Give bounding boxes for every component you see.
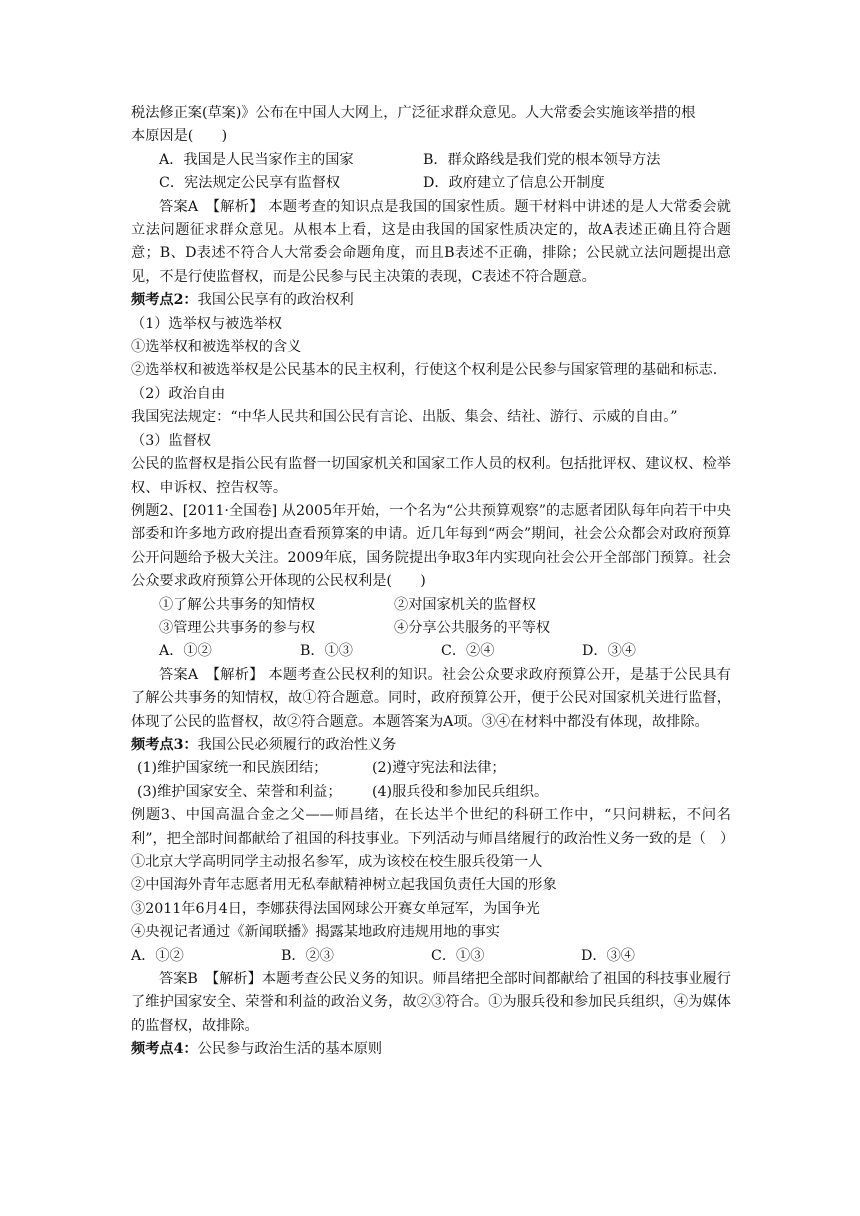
k2-s2a: 我国宪法规定：“中华人民共和国公民有言论、出版、集会、结社、游行、示威的自由。”: [131, 409, 678, 426]
q2-answer: 答案A 【解析】 本题考查公民权利的知识。社会公众要求政府预算公开，是基于公民具有了解公共事务的知情权，故①符合题意。同时，政府预算公开，便于公民对国家机关进行监督，体现了公民的监督权，故②符合题意。本题答案为A项。③④在材料中都没有体现，故排除。: [131, 666, 731, 730]
k2-s1b: ②选举权和被选举权是公民基本的民主权利，行使这个权利是公民参与国家管理的基础和标志.: [131, 362, 718, 379]
k2-heading-label: 频考点2：: [131, 292, 198, 309]
q2-items-row2: [131, 617, 731, 640]
q1-stem-line2: 本原因是( ): [131, 128, 228, 145]
k2-s3: （3）监督权: [131, 432, 211, 449]
k3-heading-text: 我国公民必须履行的政治性义务: [197, 736, 397, 753]
q2-item-4: ④分享公共服务的平等权: [394, 619, 551, 636]
k3-duty-4: (4)服兵役和参加民兵组织。: [372, 783, 549, 800]
k4-heading-label: 频考点4：: [131, 1041, 198, 1058]
q3-item-1: ①北京大学高明同学主动报名参军，成为该校在校生服兵役第一人: [131, 854, 543, 870]
document-body: [131, 102, 735, 1062]
q2-item-2: ②对国家机关的监督权: [394, 596, 536, 613]
q1-option-b: B．群众路线是我们党的根本领导方法: [423, 151, 661, 168]
k2-s1a: ①选举权和被选举权的含义: [131, 339, 302, 356]
k3-heading-label: 频考点3：: [131, 736, 198, 753]
q2-item-1: ①了解公共事务的知情权: [159, 596, 316, 613]
q3-item-4: ④央视记者通过《新闻联播》揭露某地政府违规用地的事实: [131, 924, 500, 941]
q3-option-b: B．②③: [281, 947, 334, 964]
q2-option-c: C．②④: [441, 643, 495, 660]
q1-option-d: D．政府建立了信息公开制度: [423, 175, 605, 192]
q3-options: [131, 945, 731, 968]
q2-option-a: A．①②: [159, 643, 212, 660]
q3-option-c: C．①③: [431, 947, 485, 964]
k3-duty-3: (3)维护国家安全、荣誉和利益；: [137, 783, 342, 800]
q1-option-c: C．宪法规定公民享有监督权: [159, 175, 341, 192]
q2-option-d: D．③④: [582, 643, 636, 660]
q2-option-b: B．①③: [300, 643, 353, 660]
k3-duty-1: (1)维护国家统一和民族团结；: [137, 760, 328, 777]
q1-options-row1: [131, 149, 731, 172]
k4-heading-text: 公民参与政治生活的基本原则: [197, 1041, 383, 1058]
q2-options: [131, 640, 731, 663]
k3-duties-row1: [131, 757, 731, 780]
k2-s2: （2）政治自由: [131, 385, 226, 402]
q3-option-d: D．③④: [581, 947, 635, 964]
q3-answer: 答案B 【解析】本题考查公民义务的知识。师昌绪把全部时间都献给了祖国的科技事业履行了维护国家安全、荣誉和利益的政治义务，故②③符合。①为服兵役和参加民兵组织，④为媒体的监督权，故排除。: [131, 971, 731, 1034]
q2-item-3: ③管理公共事务的参与权: [159, 619, 316, 636]
q1-option-a: A．我国是人民当家作主的国家: [159, 151, 354, 168]
q2-items-row1: [131, 594, 731, 617]
k2-s1: （1）选举权与被选举权: [131, 315, 282, 332]
k3-duties-row2: [131, 781, 731, 804]
q3-item-2: ②中国海外青年志愿者用无私奉献精神树立起我国负责任大国的形象: [131, 877, 557, 894]
k2-s3a: 公民的监督权是指公民有监督一切国家机关和国家工作人员的权利。包括批评权、建议权、检举权、申诉权、控告权等。: [131, 456, 731, 496]
q1-stem-line1: 税法修正案(草案)》公布在中国人大网上，广泛征求群众意见。人大常委会实施该举措的根: [131, 105, 696, 121]
q3-option-a: A．①②: [131, 947, 184, 964]
q3-item-3: ③2011年6月4日，李娜获得法国网球公开赛女单冠军，为国争光: [131, 900, 540, 917]
q1-answer: 答案A 【解析】 本题考查的知识点是我国的国家性质。题干材料中讲述的是人大常委会就立法问题征求群众意见。从根本上看，这是由我国的国家性质决定的，故A表述正确且符合题意；B、D表述不符合人大常委会命题角度，而且B表述不正确，排除；公民就立法问题提出意见，不是行使监督权，而是公民参与民主决策的表现，C表述不符合题意。: [131, 198, 731, 285]
q1-options-row2: [131, 172, 731, 195]
k2-heading-text: 我国公民享有的政治权利: [197, 292, 354, 309]
k3-duty-2: (2)遵守宪法和法律；: [372, 760, 506, 777]
k4-heading: [131, 1038, 731, 1061]
k3-heading: [131, 734, 731, 757]
q3-stem: 例题3、中国高温合金之父——师昌绪，在长达半个世纪的科研工作中，“只问耕耘，不问名利”，把全部时间都献给了祖国的科技事业。下列活动与师昌绪履行的政治性义务一致的是（ ）: [131, 807, 735, 847]
q2-stem: 例题2、[2011·全国卷] 从2005年开始，一个名为“公共预算观察”的志愿者团队每年向若干中央部委和许多地方政府提出查看预算案的申请。近几年每到“两会”期间，社会公众都会对政府预算公开问题给予极大关注。2009年底，国务院提出争取3年内实现向社会公开全部部门预算。社会公众要求政府预算公开体现的公民权利是( ): [131, 502, 731, 590]
k2-heading: [131, 289, 731, 312]
